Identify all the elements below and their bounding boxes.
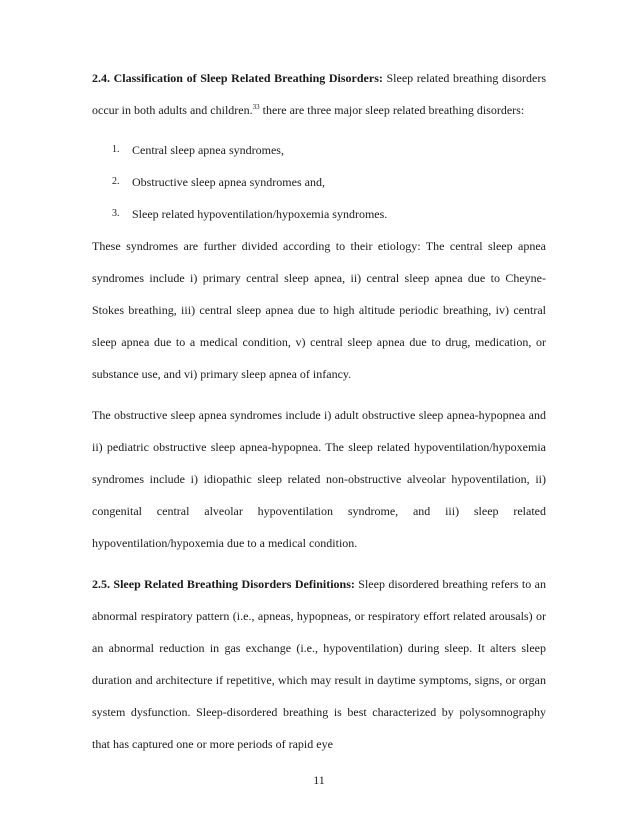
list-item-number: 2. <box>112 176 120 187</box>
section-2-4-text-after-ref: there are three major sleep related breathing disorders: <box>259 103 525 117</box>
spacer <box>92 390 546 399</box>
obstructive-apnea-paragraph: The obstructive sleep apnea syndromes include i) adult obstructive sleep apnea-hypopnea and ii) pediatric obstructive sleep apnea-hypopnea. The sleep related hypoventilation/hypoxemia syndromes include i) idiopathic sleep related non-obstructive alveolar hypoventilation, ii) congenital central alveolar hypoventilation syndrome, and iii) sleep related hypoventilation/hypoxemia due to a medical condition. <box>92 408 546 550</box>
page-number: 11 <box>313 773 325 787</box>
list-item <box>92 134 546 166</box>
section-2-5-text: Sleep disordered breathing refers to an abnormal respiratory pattern (i.e., apneas, hypopneas, or respiratory effort related arousals) or an abnormal reduction in gas exchange (i.e., hypoventilation) during sleep. It alters sleep duration and architecture if repetitive, which may result in daytime symptoms, signs, or organ system dysfunction. Sleep-disordered breathing is best characterized by polysomnography that has captured one or more periods of rapid eye <box>92 577 546 751</box>
list-item <box>92 198 546 230</box>
list-item-number: 1. <box>112 144 120 155</box>
section-2-4-heading: 2.4. Classification of Sleep Related Breathing Disorders: <box>92 71 383 85</box>
central-apnea-paragraph: These syndromes are further divided according to their etiology: The central sleep apnea syndromes include i) primary central sleep apnea, ii) central sleep apnea due to Cheyne-Stokes breathing, iii) central sleep apnea due to high altitude periodic breathing, iv) central sleep apnea due to a medical condition, v) central sleep apnea due to drug, medication, or substance use, and vi) primary sleep apnea of infancy. <box>92 239 546 381</box>
section-2-4-text-before-ref: Sleep related breathing disorders occur in both adults and children. <box>92 71 546 117</box>
section-2-4-intro <box>92 62 546 126</box>
document-page <box>92 62 546 760</box>
spacer <box>92 126 546 134</box>
list-item-text: Sleep related hypoventilation/hypoxemia syndromes. <box>132 207 388 221</box>
list-item-text: Obstructive sleep apnea syndromes and, <box>132 175 325 189</box>
citation-ref: 33 <box>252 103 260 111</box>
disorder-list <box>92 134 546 230</box>
list-item-text: Central sleep apnea syndromes, <box>132 143 284 157</box>
list-item-number: 3. <box>112 208 120 219</box>
section-2-5-paragraph <box>92 568 546 760</box>
list-item <box>92 166 546 198</box>
section-2-5-heading: 2.5. Sleep Related Breathing Disorders Definitions: <box>92 577 355 591</box>
spacer <box>92 559 546 568</box>
